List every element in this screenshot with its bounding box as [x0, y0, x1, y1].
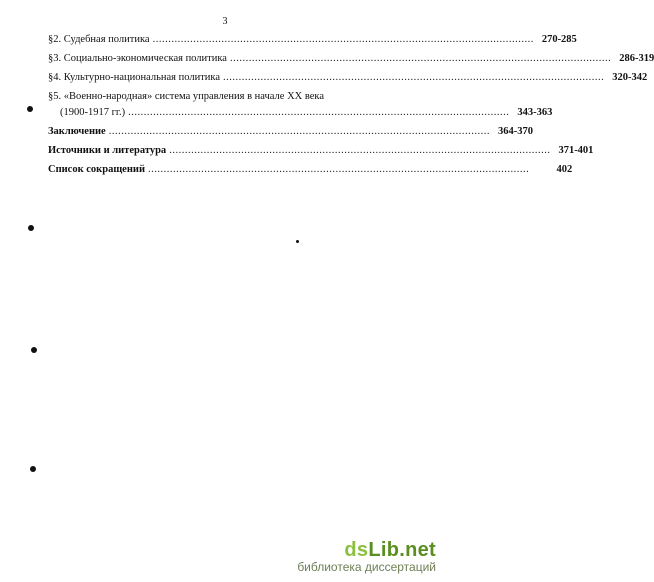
toc-leader-dots: ..........................................................................................................................: [128, 107, 510, 118]
scan-speck: [30, 466, 36, 472]
toc-entry-pages: 320-342: [612, 72, 648, 83]
watermark-brand-prefix: ds: [344, 539, 369, 561]
toc-entry-cultural-policy: [48, 68, 648, 87]
toc-leader-dots: ..........................................................................................................................: [229, 53, 612, 64]
toc-entry-title: §2. Судебная политика: [48, 34, 150, 45]
scan-speck: [296, 240, 299, 243]
toc-leader-dots: ..........................................................................................................................: [223, 72, 605, 83]
toc-entry-abbreviations: [48, 160, 573, 179]
toc-entry-judicial-policy: [48, 30, 577, 49]
toc-leader-dots: ..........................................................................................................................: [148, 164, 530, 175]
toc-entry-pages: 364-370: [497, 126, 533, 137]
toc-entry-pages: 270-285: [541, 34, 577, 45]
toc-entry-military-system-continued: [48, 103, 553, 122]
toc-entry-military-system: [48, 87, 423, 103]
scan-speck: [27, 106, 33, 112]
toc-entry-title: (1900-1917 гг.): [60, 107, 126, 118]
toc-entry-pages: 402: [556, 164, 573, 175]
toc-entry-pages: 343-363: [517, 107, 553, 118]
toc-entry-title: §4. Культурно-национальная политика: [48, 72, 220, 83]
scan-speck: [31, 347, 37, 353]
watermark-brand-main: Lib.net: [368, 539, 436, 561]
page-number: 3: [222, 16, 228, 27]
toc-entry-pages: 371-401: [558, 145, 594, 156]
watermark: [297, 539, 436, 574]
watermark-logo: [297, 539, 436, 562]
toc-entry-pages: 286-319: [619, 53, 654, 64]
toc-entry-socioeconomic-policy: [48, 49, 654, 68]
toc-leader-dots: ..........................................................................................................................: [169, 145, 551, 156]
toc-entry-sources: [48, 141, 594, 160]
toc-entry-title: Заключение: [48, 126, 106, 137]
toc-entry-title: §3. Социально-экономическая политика: [48, 53, 227, 64]
toc-entry-conclusion: [48, 122, 533, 141]
toc-entry-title: Источники и литература: [48, 145, 167, 156]
watermark-subtitle: библиотека диссертаций: [297, 560, 436, 574]
toc-leader-dots: ..........................................................................................................................: [108, 126, 490, 137]
toc-entry-title: §5. «Военно-народная» система управления в начале XX века: [48, 91, 325, 102]
toc-entry-title: Список сокращений: [48, 164, 145, 175]
scan-speck: [28, 225, 34, 231]
toc-leader-dots: ..........................................................................................................................: [152, 34, 534, 45]
table-of-contents: [48, 30, 654, 179]
